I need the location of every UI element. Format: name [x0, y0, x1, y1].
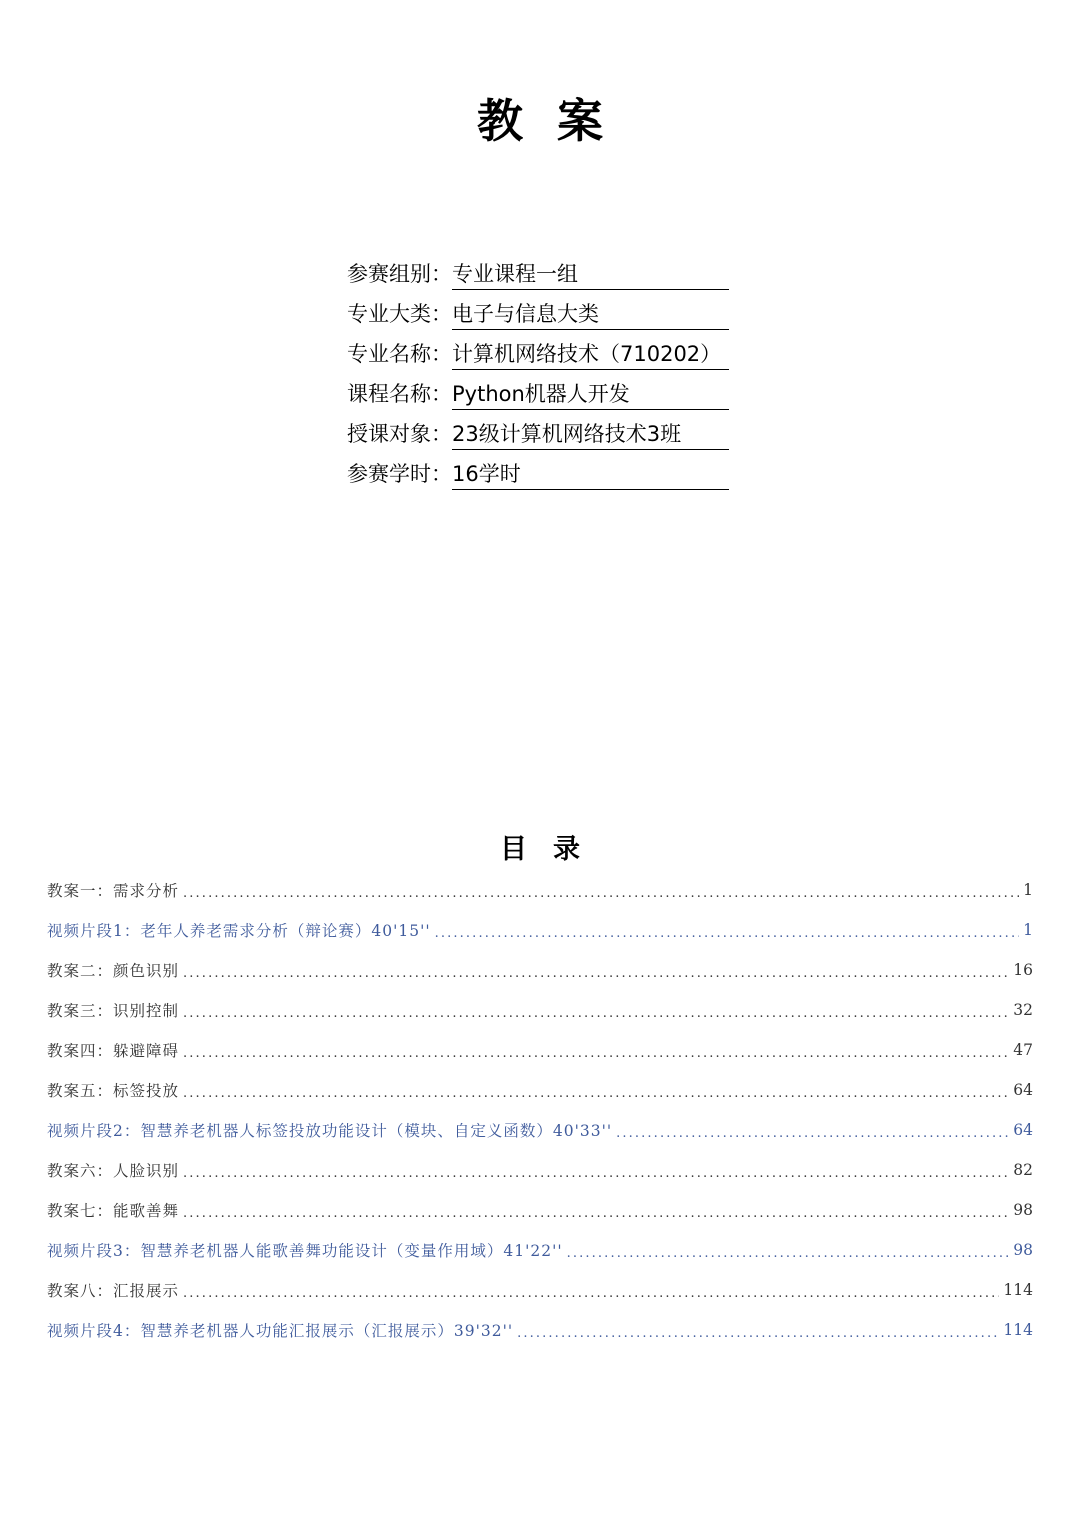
toc-video-entry[interactable]: [47, 1310, 1033, 1350]
info-label: 参赛学时：: [347, 462, 452, 486]
toc-dot-leader: [567, 1243, 1010, 1261]
toc-entry-text: 视频片段3：智慧养老机器人能歌善舞功能设计（变量作用域）41'22'': [47, 1242, 563, 1260]
toc-page-number: 114: [1003, 1281, 1033, 1299]
toc-entry[interactable]: [47, 1270, 1033, 1310]
toc-page-number: 82: [1013, 1161, 1033, 1179]
toc-dot-leader: [183, 883, 1019, 901]
info-value: Python机器人开发: [452, 379, 729, 410]
info-label: 参赛组别：: [347, 262, 452, 286]
toc-dot-leader: [435, 923, 1020, 941]
info-row-category: [347, 290, 747, 330]
toc-page-number: 64: [1013, 1081, 1033, 1099]
toc-video-entry[interactable]: [47, 1110, 1033, 1150]
info-label: 专业名称：: [347, 342, 452, 366]
info-row-hours: [347, 450, 747, 490]
toc-entry-text: 教案三：识别控制: [47, 1002, 180, 1020]
toc-entry[interactable]: [47, 990, 1033, 1030]
toc-dot-leader: [183, 1003, 1009, 1021]
toc-entry[interactable]: [47, 1070, 1033, 1110]
info-value: 23级计算机网络技术3班: [452, 419, 729, 450]
toc-dot-leader: [517, 1323, 999, 1341]
toc-entry-text: 教案八：汇报展示: [47, 1282, 180, 1300]
toc-entry[interactable]: [47, 1030, 1033, 1070]
toc-entry-text: 教案四：躲避障碍: [47, 1042, 180, 1060]
toc-entry-text: 教案二：颜色识别: [47, 962, 180, 980]
toc-dot-leader: [183, 1043, 1009, 1061]
info-label: 课程名称：: [347, 382, 452, 406]
toc-dot-leader: [183, 1163, 1009, 1181]
info-label: 授课对象：: [347, 422, 452, 446]
info-value: 16学时: [452, 459, 729, 490]
toc-page-number: 1: [1023, 881, 1033, 899]
toc-page-number: 1: [1023, 921, 1033, 939]
toc-entry[interactable]: [47, 1150, 1033, 1190]
toc-page-number: 98: [1013, 1201, 1033, 1219]
info-row-group: [347, 250, 747, 290]
table-of-contents: [47, 870, 1033, 1350]
toc-entry-text: 视频片段4：智慧养老机器人功能汇报展示（汇报展示）39'32'': [47, 1322, 514, 1340]
toc-page-number: 16: [1013, 961, 1033, 979]
toc-dot-leader: [183, 963, 1009, 981]
toc-dot-leader: [616, 1123, 1009, 1141]
toc-video-entry[interactable]: [47, 1230, 1033, 1270]
info-row-course: [347, 370, 747, 410]
toc-dot-leader: [183, 1083, 1009, 1101]
toc-entry-text: 视频片段2：智慧养老机器人标签投放功能设计（模块、自定义函数）40'33'': [47, 1122, 613, 1140]
toc-entry[interactable]: [47, 870, 1033, 910]
toc-page-number: 32: [1013, 1001, 1033, 1019]
course-info: [347, 250, 747, 490]
toc-page-number: 47: [1013, 1041, 1033, 1059]
toc-page-number: 98: [1013, 1241, 1033, 1259]
toc-entry-text: 教案七：能歌善舞: [47, 1202, 180, 1220]
toc-entry-text: 教案一：需求分析: [47, 882, 180, 900]
toc-entry-text: 教案五：标签投放: [47, 1082, 180, 1100]
toc-dot-leader: [183, 1283, 999, 1301]
toc-entry[interactable]: [47, 950, 1033, 990]
info-row-audience: [347, 410, 747, 450]
info-label: 专业大类：: [347, 302, 452, 326]
info-value: 电子与信息大类: [452, 299, 729, 330]
toc-entry-text: 视频片段1：老年人养老需求分析（辩论赛）40'15'': [47, 922, 431, 940]
toc-video-entry[interactable]: [47, 910, 1033, 950]
document-title: 教案: [477, 93, 637, 148]
toc-title: 目录: [500, 834, 606, 866]
toc-dot-leader: [183, 1203, 1009, 1221]
toc-entry[interactable]: [47, 1190, 1033, 1230]
info-row-major: [347, 330, 747, 370]
toc-page-number: 64: [1013, 1121, 1033, 1139]
info-value: 专业课程一组: [452, 259, 729, 290]
toc-page-number: 114: [1003, 1321, 1033, 1339]
info-value: 计算机网络技术（710202）: [452, 339, 729, 370]
toc-entry-text: 教案六：人脸识别: [47, 1162, 180, 1180]
